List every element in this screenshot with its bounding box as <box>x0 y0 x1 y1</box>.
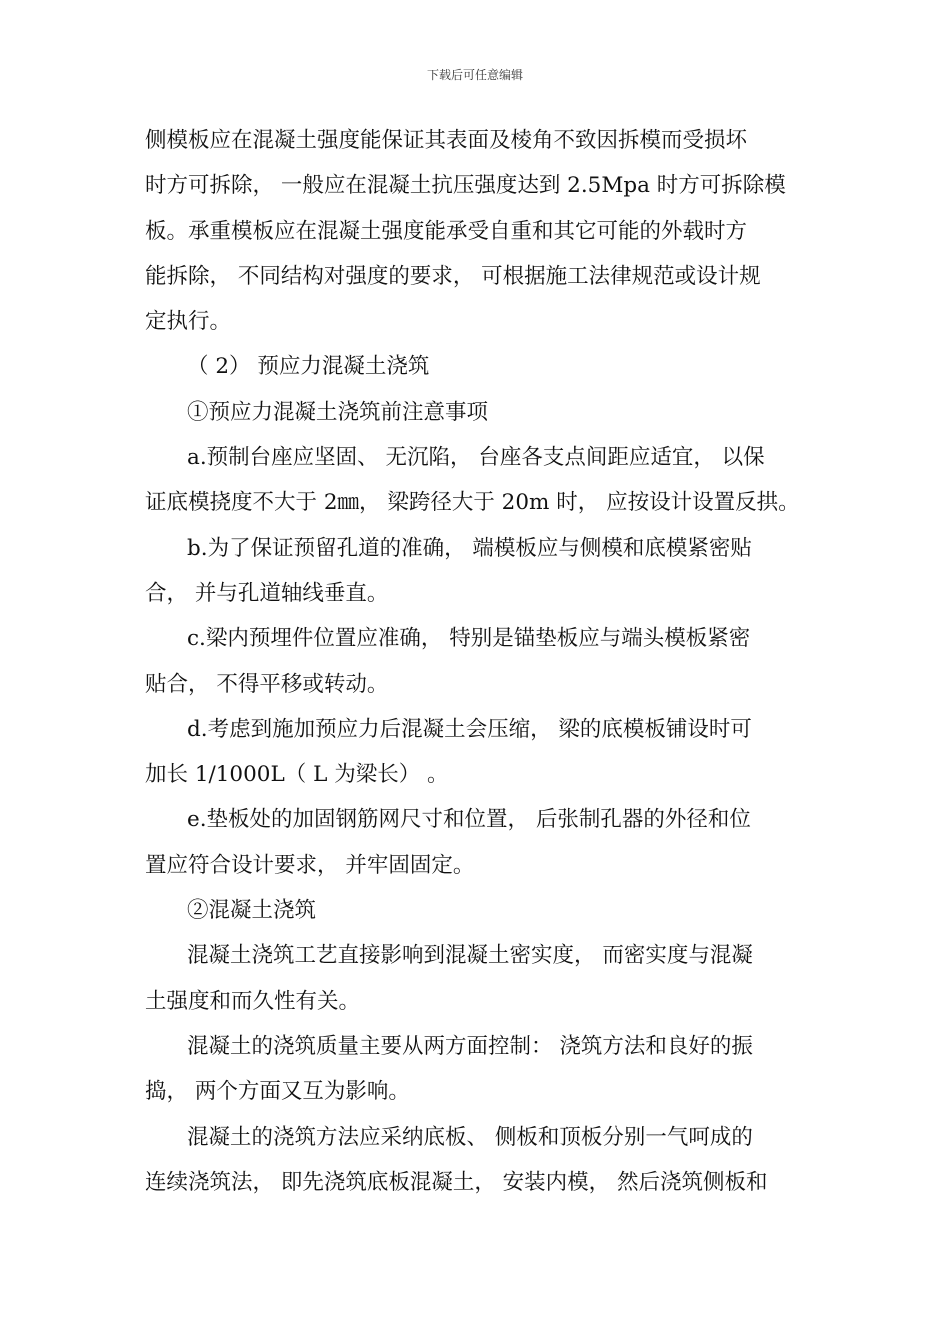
text-line: 板。承重模板应在混凝土强度能承受自重和其它可能的外载时方 <box>145 218 748 244</box>
page-header: 下载后可任意编辑 <box>426 68 523 82</box>
text-line: 定执行。 <box>145 309 232 335</box>
text-line: 加长 1/1000L（ L 为梁长） 。 <box>145 762 449 788</box>
text-line: 能拆除， 不同结构对强度的要求， 可根据施工法律规范或设计规 <box>145 263 761 289</box>
text-line: c.梁内预埋件位置应准确， 特别是锚垫板应与端头模板紧密 <box>187 626 751 652</box>
text-line: 混凝土浇筑工艺直接影响到混凝土密实度， 而密实度与混凝 <box>187 943 753 969</box>
text-line: e.垫板处的加固钢筋网尺寸和位置， 后张制孔器的外径和位 <box>187 807 751 833</box>
text-line: ②混凝土浇筑 <box>187 898 317 924</box>
text-line: ①预应力混凝土浇筑前注意事项 <box>187 399 489 425</box>
text-line: a.预制台座应坚固、 无沉陷， 台座各支点间距应适宜， 以保 <box>187 445 765 471</box>
text-line: 合， 并与孔道轴线垂直。 <box>145 580 389 606</box>
text-line: 捣， 两个方面又互为影响。 <box>145 1079 410 1105</box>
text-line: （ 2） 预应力混凝土浇筑 <box>187 354 430 380</box>
text-line: 土强度和而久性有关。 <box>145 988 361 1014</box>
text-line: d.考虑到施加预应力后混凝土会压缩， 梁的底模板铺设时可 <box>187 716 752 742</box>
text-line: 置应符合设计要求， 并牢固固定。 <box>145 852 475 878</box>
text-line: 证底模挠度不大于 2㎜， 梁跨径大于 20m 时， 应按设计设置反拱。 <box>145 490 800 516</box>
text-line: 时方可拆除， 一般应在混凝土抗压强度达到 2.5Mpa 时方可拆除模 <box>145 173 786 199</box>
text-line: 连续浇筑法， 即先浇筑底板混凝土， 安装内模， 然后浇筑侧板和 <box>145 1169 768 1195</box>
text-line: 混凝土的浇筑方法应采纳底板、 侧板和顶板分别一气呵成的 <box>187 1124 753 1150</box>
body-text <box>145 118 810 1205</box>
text-line: 贴合， 不得平移或转动。 <box>145 671 389 697</box>
text-line: b.为了保证预留孔道的准确， 端模板应与侧模和底模紧密贴 <box>187 535 752 561</box>
text-line: 混凝土的浇筑质量主要从两方面控制： 浇筑方法和良好的振 <box>187 1033 753 1059</box>
text-line: 侧模板应在混凝土强度能保证其表面及棱角不致因拆模而受损坏 <box>145 128 748 153</box>
